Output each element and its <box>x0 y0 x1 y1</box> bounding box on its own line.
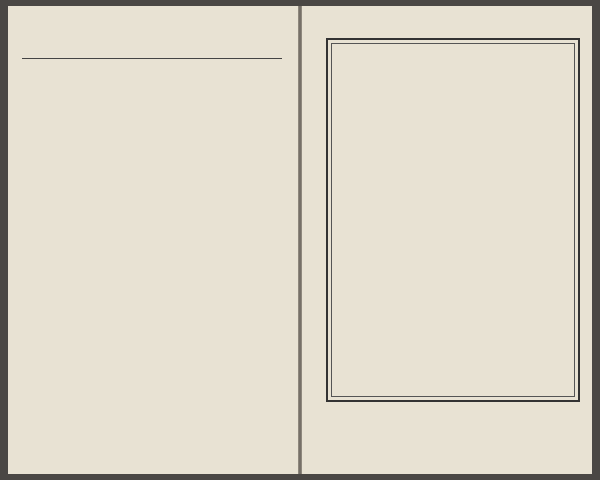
header-rule <box>22 58 282 59</box>
toc-heading <box>546 64 566 384</box>
toc-inner-frame <box>331 43 575 397</box>
right-page <box>302 6 592 474</box>
toc-entries <box>338 54 538 389</box>
author-name <box>230 336 250 446</box>
book-spread <box>8 6 592 474</box>
book-title <box>268 70 292 330</box>
body-text <box>22 68 218 468</box>
left-page <box>8 6 298 474</box>
toc-frame <box>326 38 580 402</box>
section-heading <box>230 106 250 336</box>
